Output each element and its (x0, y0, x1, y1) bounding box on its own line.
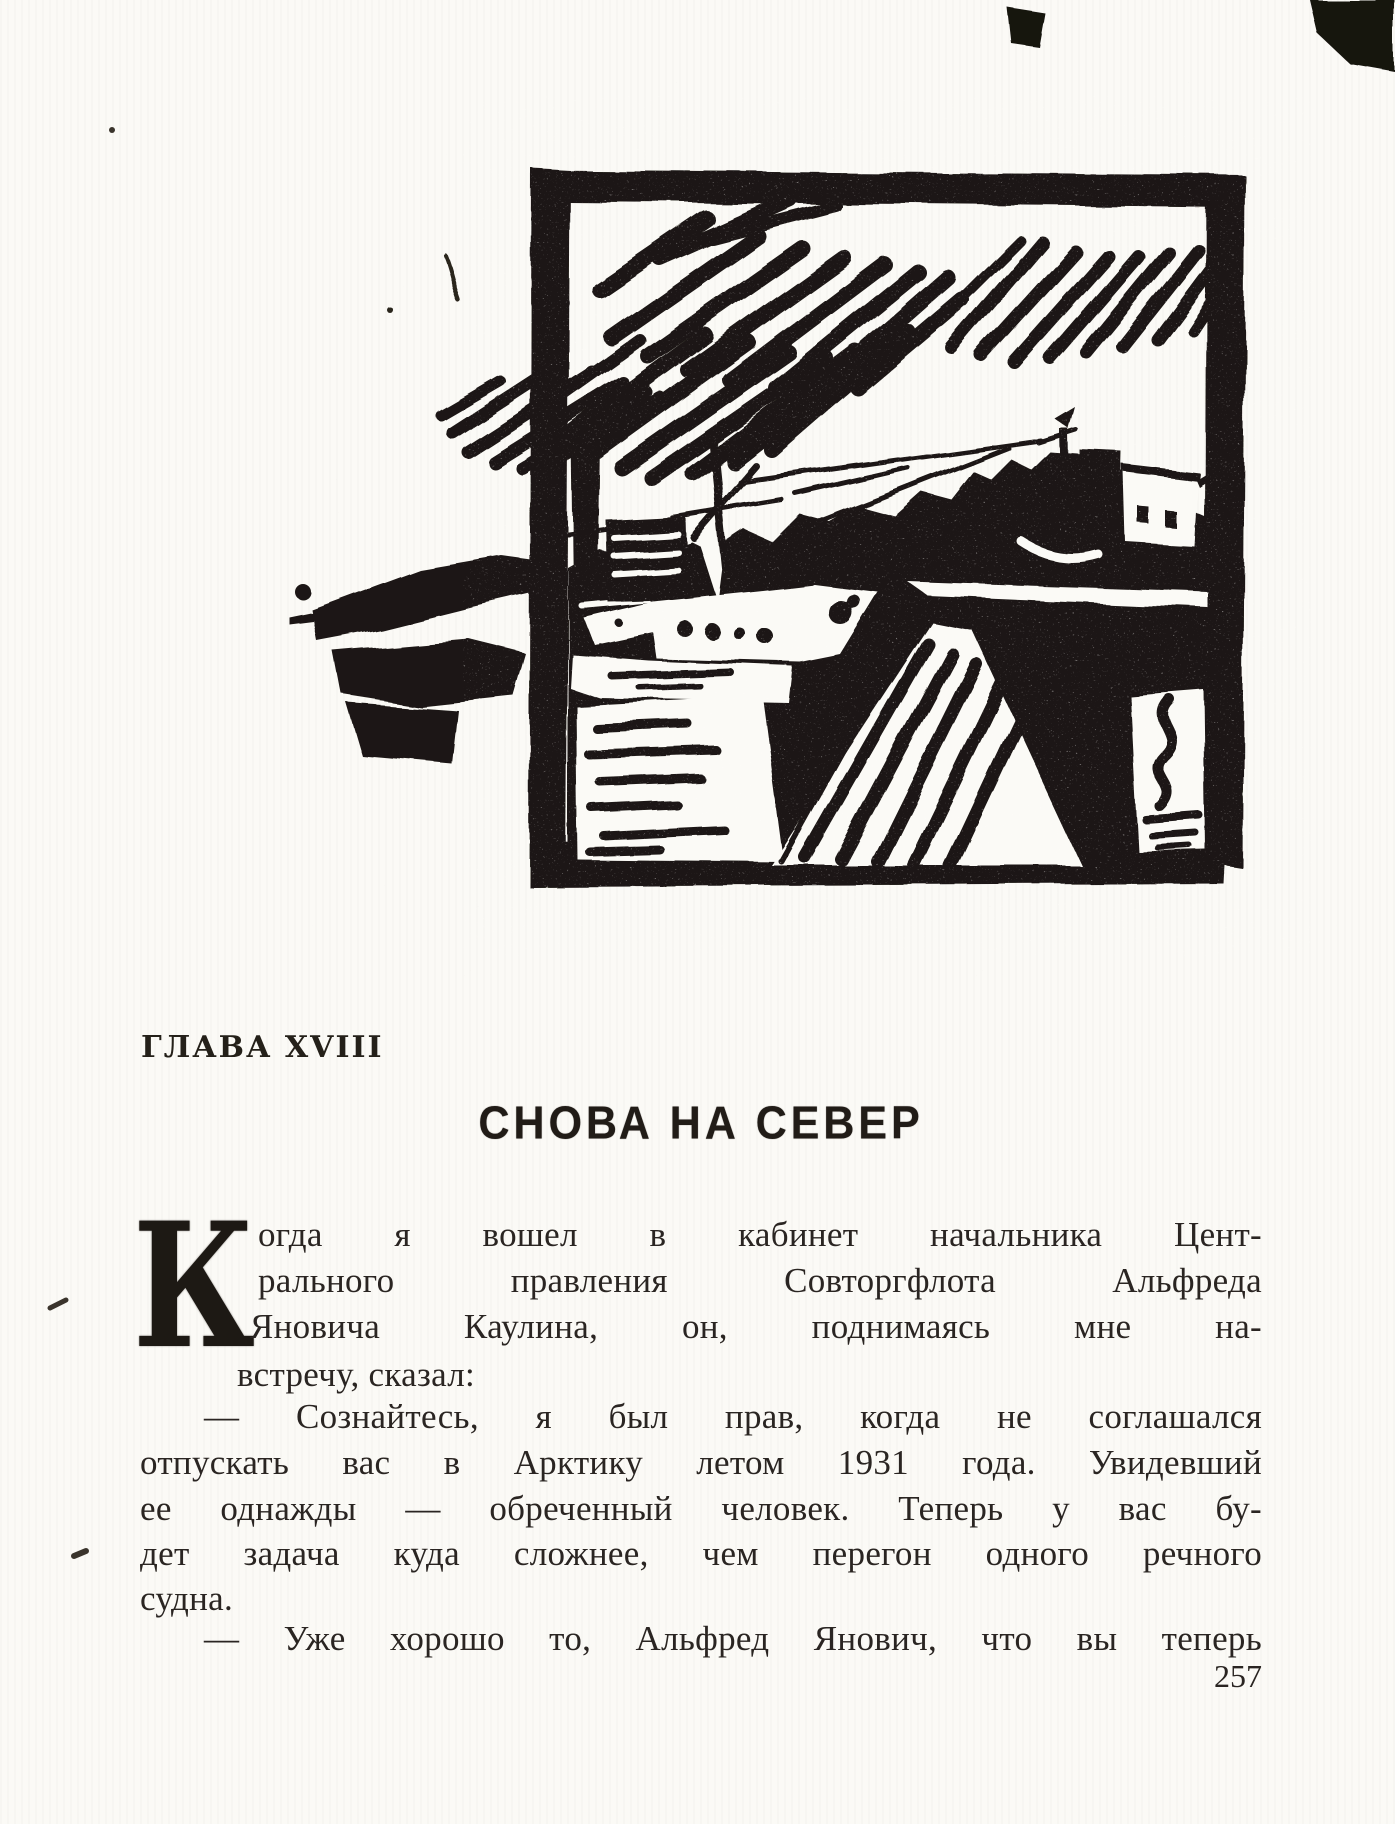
body-line: рального правления Совторгфлота Альфреда (258, 1261, 1262, 1300)
page-number: 257 (1214, 1658, 1262, 1694)
chapter-heading: ГЛАВА XVIII (141, 1030, 384, 1065)
body-line: Яновича Каулина, он, поднимаясь мне на- (250, 1307, 1262, 1346)
body-line: — Сознайтесь, я был прав, когда не соглашался (204, 1397, 1262, 1436)
section-title: СНОВА НА СЕВЕР (478, 1096, 924, 1150)
margin-specks (50, 127, 115, 1556)
body-line: — Уже хорошо то, Альфред Янович, что вы теперь (204, 1619, 1262, 1658)
scan-blotch-top-right (1006, 0, 1395, 72)
body-line: встречу, сказал: (237, 1355, 476, 1394)
body-line: огда я вошел в кабинет начальника Цент- (258, 1215, 1262, 1254)
body-line: судна. (140, 1579, 233, 1618)
body-line: дет задача куда сложнее, чем перегон одного речного (140, 1534, 1262, 1573)
body-line: ее однажды — обреченный человек. Теперь у вас бу- (140, 1489, 1262, 1528)
body-line: отпускать вас в Арктику летом 1931 года. Увидевший (140, 1443, 1262, 1482)
drop-cap: К (133, 1184, 256, 1387)
